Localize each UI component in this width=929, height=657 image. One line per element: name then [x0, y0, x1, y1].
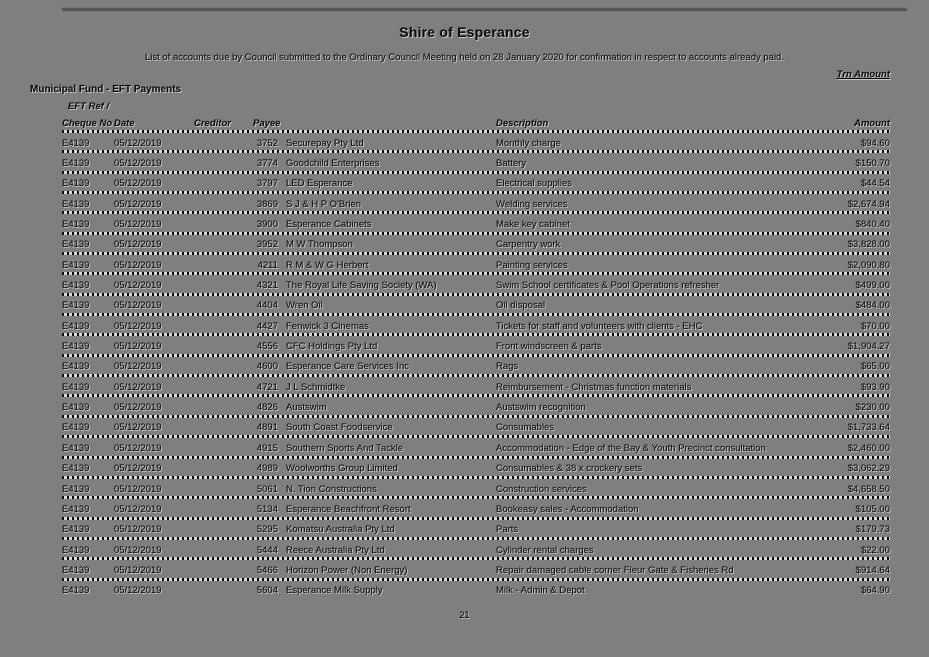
- cell-date: 05/12/2019: [114, 422, 162, 434]
- table-row: [62, 520, 890, 540]
- cell-creditor-number: 5466: [256, 564, 278, 576]
- cell-eft-ref: E4139: [62, 585, 90, 597]
- cell-description: Tickets for staff and volunteers with clients - EHC: [496, 320, 703, 332]
- cell-creditor-number: 4989: [256, 463, 278, 475]
- cell-description: Repair damaged cable corner Fleur Gate & Fisheries Rd: [496, 564, 734, 576]
- cell-description: Austswim recognition: [496, 402, 586, 414]
- cell-amount: $1,904.27: [847, 341, 890, 353]
- cell-date: 05/12/2019: [114, 280, 162, 292]
- header-description: Description: [496, 118, 549, 129]
- cell-payee: Wren Oil: [286, 300, 323, 312]
- cell-amount: $2,090.80: [847, 259, 890, 271]
- cell-date: 05/12/2019: [114, 137, 162, 149]
- cell-payee: Securepay Pty Ltd: [286, 137, 364, 149]
- cell-creditor-number: 4321: [256, 280, 278, 292]
- table-row: [62, 418, 890, 438]
- cell-date: 05/12/2019: [114, 239, 162, 251]
- cell-date: 05/12/2019: [114, 320, 162, 332]
- cell-creditor-number: 5061: [256, 483, 278, 495]
- cell-date: 05/12/2019: [114, 198, 162, 210]
- cell-date: 05/12/2019: [114, 402, 162, 414]
- table-row: [62, 459, 890, 479]
- cell-creditor-number: 3952: [256, 239, 278, 251]
- cell-creditor-number: 5134: [256, 503, 278, 515]
- table-row: [62, 357, 890, 377]
- cell-date: 05/12/2019: [114, 300, 162, 312]
- cell-creditor-number: 4721: [256, 381, 278, 393]
- cell-description: Swim School certificates & Pool Operations refresher: [496, 280, 720, 292]
- cell-eft-ref: E4139: [62, 483, 90, 495]
- cell-creditor-number: 5444: [256, 544, 278, 556]
- cell-creditor-number: 5604: [256, 585, 278, 597]
- cell-payee: The Royal Life Saving Society (WA): [286, 280, 437, 292]
- cell-date: 05/12/2019: [114, 178, 162, 190]
- table-row: [62, 316, 890, 336]
- section-heading: Municipal Fund - EFT Payments: [30, 84, 182, 95]
- table-row: [62, 336, 890, 356]
- cell-payee: Esperance Milk Supply: [286, 585, 383, 597]
- cell-eft-ref: E4139: [62, 219, 90, 231]
- cell-eft-ref: E4139: [62, 381, 90, 393]
- cell-description: Make key cabinet: [496, 219, 570, 231]
- table-row: [62, 438, 890, 458]
- cell-description: Consumables: [496, 422, 555, 434]
- cell-date: 05/12/2019: [114, 524, 162, 536]
- header-cheque-no: Cheque No: [62, 118, 113, 129]
- cell-amount: $105.00: [855, 503, 890, 515]
- table-row: [62, 174, 890, 194]
- cell-creditor-number: 4211: [257, 259, 278, 271]
- cell-amount: $840.40: [855, 219, 890, 231]
- table-row: [62, 397, 890, 417]
- cell-description: Oil disposal: [496, 300, 546, 312]
- table-row: [62, 377, 890, 397]
- table-row: [62, 499, 890, 519]
- cell-amount: $64.90: [860, 585, 890, 597]
- cell-amount: $4,658.50: [847, 483, 890, 495]
- cell-payee: S J & H P O'Brien: [286, 198, 362, 210]
- cell-payee: Goodchild Enterprises: [286, 158, 380, 170]
- cell-description: Welding services: [496, 198, 568, 210]
- scan-artifact-line: [62, 8, 907, 11]
- cell-date: 05/12/2019: [114, 483, 162, 495]
- cell-eft-ref: E4139: [62, 259, 90, 271]
- cell-payee: Esperance Beachfront Resort: [286, 503, 411, 515]
- cell-amount: $150.70: [855, 158, 890, 170]
- cell-description: Reimbursement - Christmas function materials: [496, 381, 692, 393]
- header-date: Date: [114, 118, 135, 129]
- cell-eft-ref: E4139: [62, 320, 90, 332]
- cell-date: 05/12/2019: [114, 503, 162, 515]
- cell-eft-ref: E4139: [62, 239, 90, 251]
- cell-amount: $179.73: [855, 524, 890, 536]
- table-row: [62, 235, 890, 255]
- cell-amount: $914.64: [855, 564, 890, 576]
- cell-payee: South Coast Foodservice: [286, 422, 393, 434]
- cell-date: 05/12/2019: [114, 158, 162, 170]
- cell-date: 05/12/2019: [114, 544, 162, 556]
- table-row: [62, 194, 890, 214]
- cell-eft-ref: E4139: [62, 544, 90, 556]
- document-subtitle: List of accounts due by Council submitted to the Ordinary Council Meeting held on 28 January 2020 for confirmation in respect to accounts already paid.: [145, 52, 784, 63]
- cell-date: 05/12/2019: [114, 219, 162, 231]
- cell-description: Bookeasy sales - Accommodation: [496, 503, 639, 515]
- cell-description: Battery: [496, 158, 527, 170]
- cell-description: Electrical supplies: [496, 178, 573, 190]
- cell-description: Carpentry work: [496, 239, 561, 251]
- cell-payee: Reece Australia Pty Ltd: [286, 544, 385, 556]
- cell-creditor-number: 5295: [256, 524, 278, 536]
- cell-amount: $22.00: [860, 544, 890, 556]
- header-amount: Amount: [854, 118, 890, 129]
- cell-creditor-number: 4600: [256, 361, 278, 373]
- table-row: [62, 133, 890, 153]
- cell-amount: $2,460.00: [847, 442, 890, 454]
- cell-eft-ref: E4139: [62, 137, 90, 149]
- table-row: [62, 540, 890, 560]
- trn-amount-label: Trn Amount: [836, 69, 890, 80]
- table-row: [62, 479, 890, 499]
- cell-creditor-number: 3797: [256, 178, 278, 190]
- header-creditor: Creditor: [194, 118, 231, 129]
- cell-description: Painting services: [496, 259, 568, 271]
- cell-creditor-number: 4826: [256, 402, 278, 414]
- cell-creditor-number: 4556: [256, 341, 278, 353]
- cell-amount: $65.00: [860, 361, 890, 373]
- cell-eft-ref: E4139: [62, 280, 90, 292]
- cell-date: 05/12/2019: [114, 341, 162, 353]
- cell-eft-ref: E4139: [62, 402, 90, 414]
- table-row: [62, 581, 890, 601]
- page-number: 21: [459, 610, 470, 620]
- cell-payee: Fenwick 3 Cinemas: [286, 320, 369, 332]
- table-row: [62, 560, 890, 580]
- cell-amount: $94.60: [860, 137, 890, 149]
- table-header-row: [62, 99, 890, 133]
- cell-payee: Austswim: [286, 402, 327, 414]
- cell-amount: $70.00: [860, 320, 890, 332]
- cell-description: Cylinder rental charges: [496, 544, 594, 556]
- cell-creditor-number: 4427: [256, 320, 278, 332]
- cell-eft-ref: E4139: [62, 341, 90, 353]
- cell-eft-ref: E4139: [62, 524, 90, 536]
- cell-amount: $499.00: [855, 280, 890, 292]
- payments-table-body: [62, 133, 890, 601]
- header-payee: Payee: [253, 118, 281, 129]
- cell-payee: LED Esperance: [286, 178, 353, 190]
- cell-creditor-number: 3900: [256, 219, 278, 231]
- cell-payee: Southern Sports And Tackle: [286, 442, 404, 454]
- cell-description: Parts: [496, 524, 519, 536]
- cell-date: 05/12/2019: [114, 463, 162, 475]
- cell-date: 05/12/2019: [114, 259, 162, 271]
- cell-amount: $3,828.00: [847, 239, 890, 251]
- cell-creditor-number: 4915: [256, 442, 278, 454]
- cell-amount: $1,733.64: [847, 422, 890, 434]
- cell-eft-ref: E4139: [62, 442, 90, 454]
- table-row: [62, 275, 890, 295]
- cell-eft-ref: E4139: [62, 422, 90, 434]
- page-title: Shire of Esperance: [399, 24, 530, 40]
- cell-eft-ref: E4139: [62, 178, 90, 190]
- cell-date: 05/12/2019: [114, 361, 162, 373]
- cell-date: 05/12/2019: [114, 564, 162, 576]
- cell-description: Consumables & 38 x crockery sets: [496, 463, 643, 475]
- cell-amount: $230.00: [855, 402, 890, 414]
- header-eft-ref-line1: EFT Ref /: [68, 101, 110, 112]
- cell-description: Milk - Admin & Depot: [496, 585, 585, 597]
- cell-amount: $484.00: [855, 300, 890, 312]
- cell-payee: Komatsu Australia Pty Ltd: [286, 524, 395, 536]
- cell-amount: $3,062.29: [847, 463, 890, 475]
- cell-payee: J L Schmidtke: [286, 381, 346, 393]
- cell-payee: Esperance Care Services Inc: [286, 361, 410, 373]
- cell-date: 05/12/2019: [114, 381, 162, 393]
- table-row: [62, 255, 890, 275]
- cell-payee: M W Thompson: [286, 239, 353, 251]
- cell-eft-ref: E4139: [62, 198, 90, 210]
- cell-description: Accommodation - Edge of the Bay & Youth Precinct consultation: [496, 442, 766, 454]
- cell-amount: $44.54: [860, 178, 890, 190]
- cell-amount: $93.90: [860, 381, 890, 393]
- cell-payee: Woolworths Group Limited: [286, 463, 398, 475]
- cell-payee: Horizon Power (Non Energy): [286, 564, 408, 576]
- cell-payee: N. Tion Constructions: [286, 483, 377, 495]
- cell-description: Monthly charge: [496, 137, 561, 149]
- cell-creditor-number: 3869: [256, 198, 278, 210]
- cell-date: 05/12/2019: [114, 585, 162, 597]
- cell-description: Construction services: [496, 483, 587, 495]
- cell-payee: Esperance Cabinets: [286, 219, 372, 231]
- table-row: [62, 296, 890, 316]
- cell-creditor-number: 3774: [256, 158, 278, 170]
- cell-payee: R M & W G Herbert: [286, 259, 369, 271]
- table-row: [62, 214, 890, 234]
- cell-eft-ref: E4139: [62, 361, 90, 373]
- cell-creditor-number: 4404: [256, 300, 278, 312]
- cell-date: 05/12/2019: [114, 442, 162, 454]
- cell-eft-ref: E4139: [62, 158, 90, 170]
- table-row: [62, 153, 890, 173]
- cell-eft-ref: E4139: [62, 503, 90, 515]
- cell-creditor-number: 4891: [256, 422, 278, 434]
- cell-payee: CFC Holdings Pty Ltd: [286, 341, 378, 353]
- cell-eft-ref: E4139: [62, 463, 90, 475]
- cell-eft-ref: E4139: [62, 564, 90, 576]
- cell-description: Front windscreen & parts: [496, 341, 602, 353]
- cell-description: Rags: [496, 361, 519, 373]
- cell-eft-ref: E4139: [62, 300, 90, 312]
- cell-creditor-number: 3752: [256, 137, 278, 149]
- cell-amount: $2,674.94: [847, 198, 890, 210]
